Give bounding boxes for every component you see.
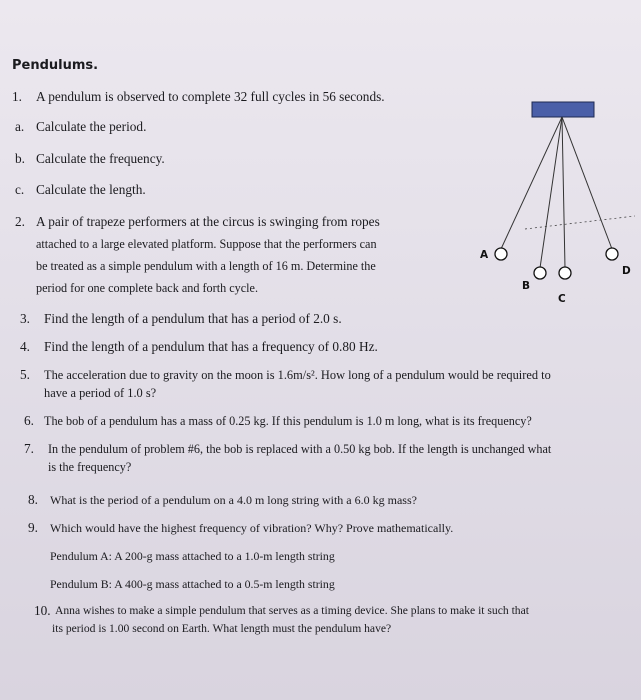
pendulum-a-description: Pendulum A: A 200-g mass attached to a 1.0-m length string: [50, 549, 335, 563]
problem-7-line-1: In the pendulum of problem #6, the bob is replaced with a 0.50 kg bob. If the length is unchanged what: [48, 442, 552, 456]
bob-d: [606, 248, 618, 260]
problem-1c-number: c.: [15, 182, 25, 197]
problem-6-number: 6.: [24, 413, 34, 428]
pendulum-b-description: Pendulum B: A 400-g mass attached to a 0.5-m length string: [50, 577, 335, 591]
bob-c: [559, 267, 571, 279]
problem-2-line-3: be treated as a simple pendulum with a length of 16 m. Determine the: [36, 259, 376, 273]
label-c: C: [558, 293, 566, 305]
problem-2-number: 2.: [15, 214, 25, 229]
label-b: B: [522, 280, 531, 292]
problem-7-number: 7.: [24, 441, 34, 456]
problem-7-line-2: is the frequency?: [48, 460, 132, 474]
problem-6-text: The bob of a pendulum has a mass of 0.25 kg. If this pendulum is 1.0 m long, what is its frequency?: [44, 414, 532, 428]
problem-2-line-2: attached to a large elevated platform. Suppose that the performers can: [36, 237, 377, 251]
label-d: D: [622, 265, 631, 277]
elevated-platform: [532, 102, 594, 117]
problem-9-number: 9.: [28, 520, 38, 535]
rope-to-d: [562, 117, 612, 249]
bob-a: [495, 248, 507, 260]
problem-1a-text: Calculate the period.: [36, 119, 147, 134]
problem-9-text: Which would have the highest frequency of vibration? Why? Prove mathematically.: [50, 521, 454, 535]
problem-10-line-1: Anna wishes to make a simple pendulum that serves as a timing device. She plans to make it such that: [55, 604, 529, 617]
trapeze-pendulum-diagram: [470, 96, 641, 306]
problem-4-text: Find the length of a pendulum that has a frequency of 0.80 Hz.: [44, 339, 378, 354]
problem-5-line-2: have a period of 1.0 s?: [44, 386, 157, 400]
rope-to-c: [562, 117, 565, 268]
problem-10-line-2: its period is 1.00 second on Earth. What length must the pendulum have?: [52, 622, 392, 635]
problem-8-text: What is the period of a pendulum on a 4.0 m long string with a 6.0 kg mass?: [50, 493, 417, 507]
problem-5-number: 5.: [20, 367, 30, 382]
problem-1-text: A pendulum is observed to complete 32 full cycles in 56 seconds.: [36, 89, 385, 104]
problem-10-number: 10.: [34, 603, 51, 618]
problem-8-number: 8.: [28, 492, 38, 507]
problem-4-number: 4.: [20, 339, 30, 354]
problem-2-line-4: period for one complete back and forth cycle.: [36, 281, 258, 295]
swing-arc-guide: [525, 216, 635, 229]
problem-1-number: 1.: [12, 89, 22, 104]
problem-1b-text: Calculate the frequency.: [36, 151, 165, 166]
problem-1b-number: b.: [15, 151, 25, 166]
worksheet-title: Pendulums.: [12, 58, 99, 73]
bob-b: [534, 267, 546, 279]
problem-2-line-1: A pair of trapeze performers at the circus is swinging from ropes: [36, 214, 380, 229]
problem-1a-number: a.: [15, 119, 25, 134]
problem-1c-text: Calculate the length.: [36, 182, 146, 197]
problem-3-number: 3.: [20, 311, 30, 326]
problem-5-line-1: The acceleration due to gravity on the moon is 1.6m/s². How long of a pendulum would be required to: [44, 368, 551, 382]
label-a: A: [480, 249, 489, 261]
problem-3-text: Find the length of a pendulum that has a period of 2.0 s.: [44, 311, 342, 326]
